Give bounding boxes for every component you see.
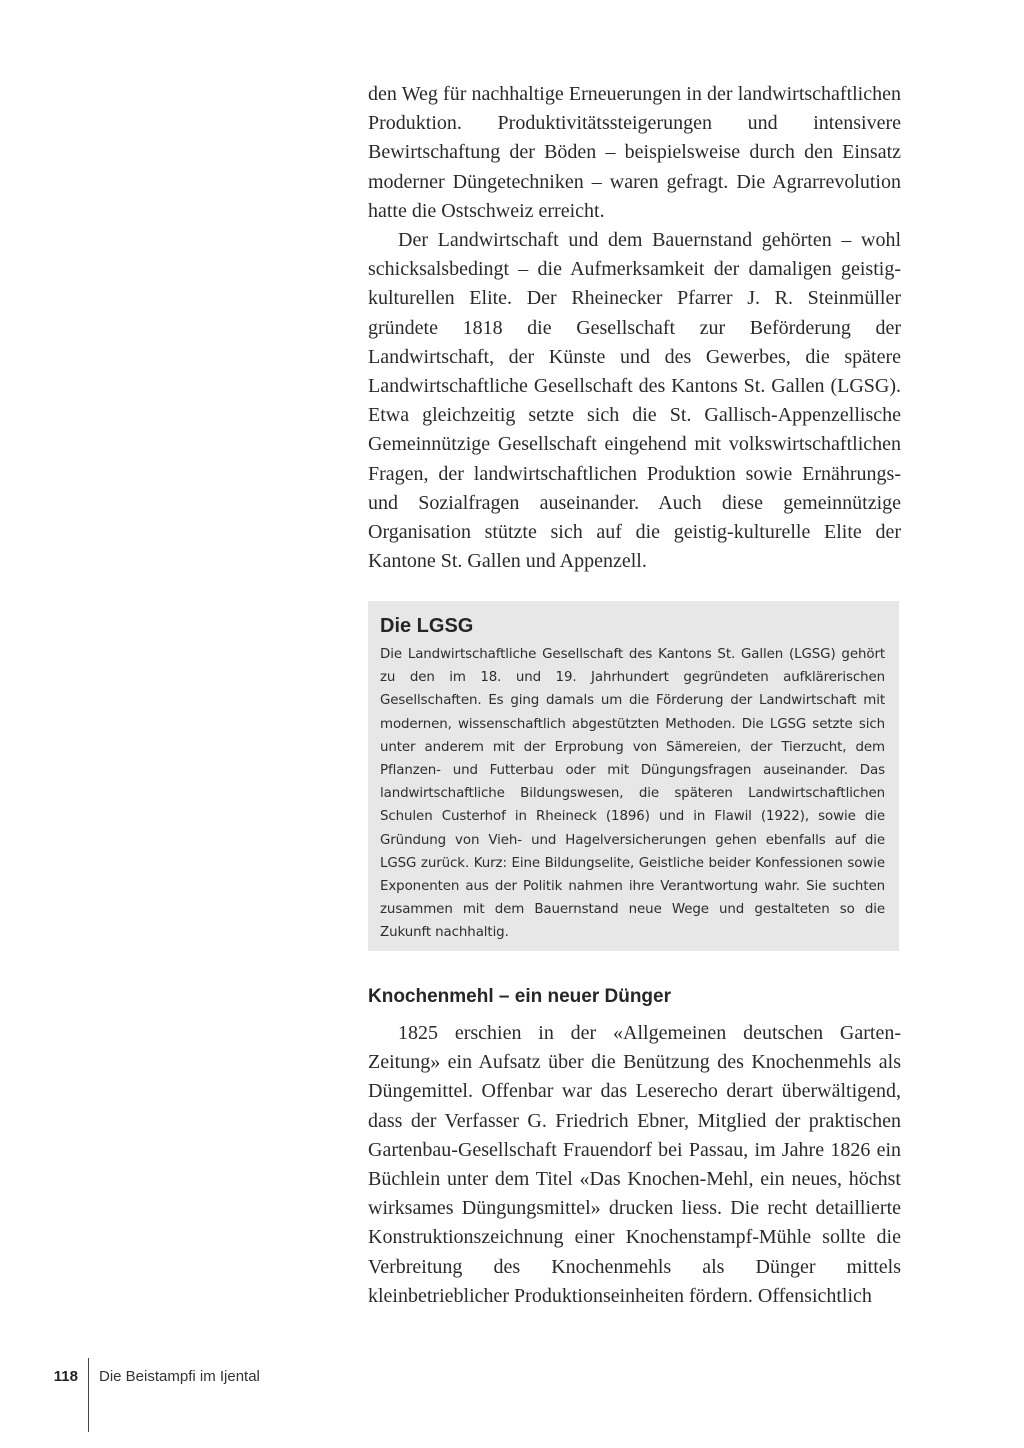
running-title: Die Beistampfi im Ijental: [99, 1368, 260, 1385]
page-number: 118: [53, 1368, 78, 1385]
paragraph-continuation: den Weg für nachhaltige Erneuerungen in der landwirtschaftlichen Produktion. Produktivitätssteigerungen und intensivere Bewirtschaftung der Böden – beispielsweise durch den Einsatz moderner Düngetechniken – waren gefragt. Die Agrarrevolution hatte die Ostschweiz erreicht.: [368, 83, 901, 222]
infobox-text: Die Landwirtschaftliche Gesellschaft des Kantons St. Gallen (LGSG) gehört zu den im 18. und 19. Jahrhundert gegründeten aufklärerischen Gesellschaften. Es ging damals um die Förderung der Landwirtschaft mit modernen, wissenschaftlich abgestützten Methoden. Die LGSG setzte sich unter anderem mit der Erprobung von Sämereien, der Tierzucht, dem Pflanzen- und Futterbau oder mit Düngungsfragen auseinander. Das landwirtschaftliche Bildungswesen, die späteren Landwirtschaftlichen Schulen Custerhof in Rheineck (1896) und in Flawil (1922), sowie die Gründung von Vieh- und Hagelversicherungen gehen ebenfalls auf die LGSG zurück. Kurz: Eine Bildungselite, Geistliche beider Konfessionen sowie Exponenten aus der Politik nahmen ihre Verantwortung wahr. Sie suchten zusammen mit dem Bauernstand neue Wege und gestalteten so die Zukunft nachhaltig.: [380, 647, 885, 941]
infobox-title: Die LGSG: [380, 615, 474, 637]
infobox-lgsg: [368, 601, 899, 951]
paragraph-elite: Der Landwirtschaft und dem Bauernstand gehörten – wohl schicksalsbedingt – die Aufmerksamkeit der damaligen geistig-kulturellen Elite. Der Rheinecker Pfarrer J. R. Steinmüller gründete 1818 die Gesellschaft zur Beförderung der Landwirtschaft, der Künste und des Gewerbes, die spätere Landwirtschaftliche Gesellschaft des Kantons St. Gallen (LGSG). Etwa gleichzeitig setzte sich die St. Gallisch-Appenzellische Gemeinnützige Gesellschaft eingehend mit volkswirtschaftlichen Fragen, der landwirtschaftlichen Produktion sowie Ernährungs- und Sozialfragen auseinander. Auch diese gemeinnützige Organisation stützte sich auf die geistig-kulturelle Elite der Kantone St. Gallen und Appenzell.: [368, 229, 901, 573]
body-text-bottom: [368, 1019, 901, 1311]
section-heading: Knochenmehl – ein neuer Dünger: [368, 986, 671, 1007]
body-text-top: [368, 80, 901, 576]
footer-divider: [88, 1358, 89, 1432]
paragraph-knochenmehl: 1825 erschien in der «Allgemeinen deutschen Garten-Zeitung» ein Aufsatz über die Benützung des Knochenmehls als Düngemittel. Offenbar war das Leserecho derart überwältigend, dass der Verfasser G. Friedrich Ebner, Mitglied der praktischen Gartenbau-Gesellschaft Frauendorf bei Passau, im Jahre 1826 ein Büchlein unter dem Titel «Das Knochen-Mehl, ein neues, höchst wirksames Düngungsmittel» drucken liess. Die recht detaillierte Konstruktionszeichnung einer Knochenstampf-Mühle sollte die Verbreitung des Knochenmehls als Dünger mittels kleinbetrieblicher Produktionseinheiten fördern. Offensichtlich: [368, 1022, 901, 1307]
